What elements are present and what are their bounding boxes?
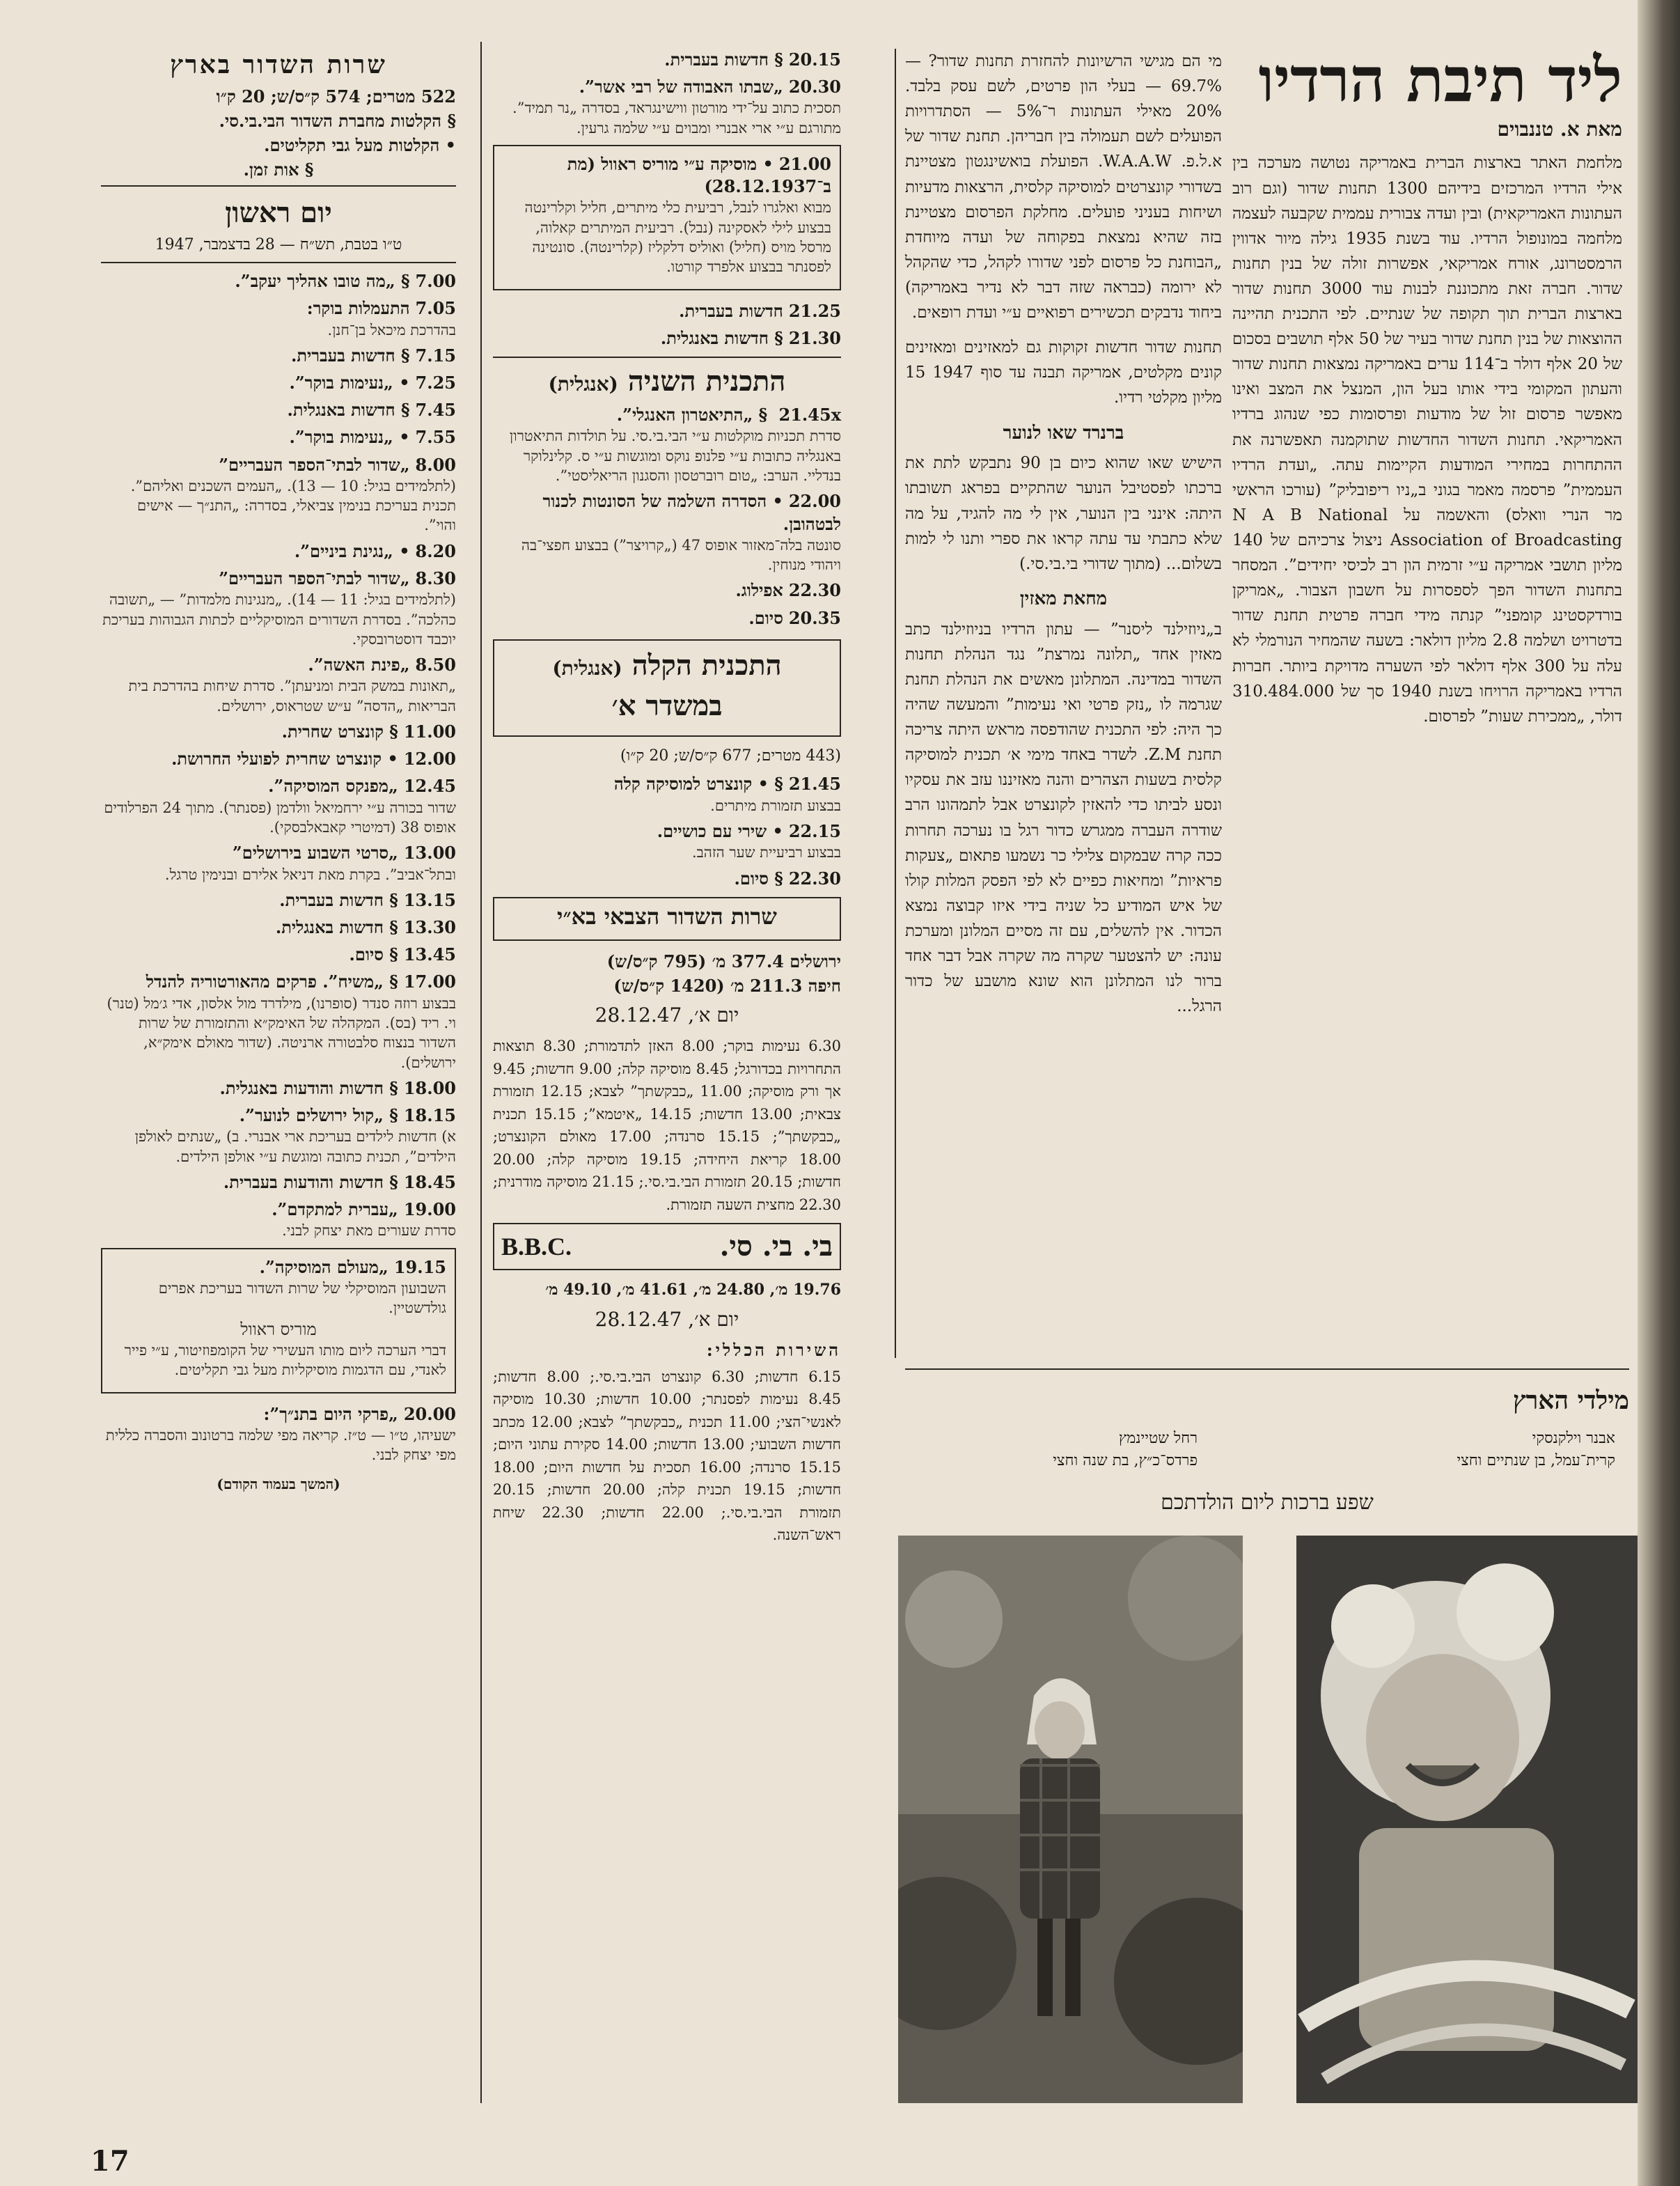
list-item: 13.30§ חדשות באנגלית. <box>275 917 456 938</box>
article-title: ליד תיבת הרדיו <box>1258 43 1622 116</box>
list-item: 8.20• „נגינת ביניים”. <box>294 540 456 561</box>
continue-note: (המשך בעמוד הקודם) <box>217 1475 340 1492</box>
shaw-paragraph: הישיש שאו שהוא כיום בן 90 נתבקש לתת את ברכתו לפסטיבל הנוער שהתקיים בפראג תשובתו היתה: אינני בין הנוער, אין לי מה להגיד, על מה שלא כתבתי עד עתה קראו את ספרי ותנו לי למות בשלום... (מתוך שדורי בי.בי.סי.) <box>905 454 1222 573</box>
page-number: 17 <box>91 2145 129 2178</box>
service-info-4: § אות זמן. <box>243 159 314 180</box>
service-title: שרות השדור בארץ <box>170 50 387 79</box>
list-item: 7.05התעמלות בוקר: בהדרכת מיכאל בן־חנן. <box>306 298 456 338</box>
col1-program-list <box>101 270 456 1241</box>
list-item: 7.15§ חדשות בעברית. <box>290 345 456 366</box>
article-byline: מאת א. טננבוים <box>1497 118 1622 141</box>
bbc-header <box>493 1223 841 1270</box>
schedule-column-2 <box>493 49 841 1554</box>
army-info-1: ירושלים 377.4 מ׳ (795 ק״ס/ש) <box>606 951 841 972</box>
list-item: 22.00• הסדרה השלמה של הסונטות לכנור לבטהובן. סונטה בלה־מאזור אופוס 47 („קרויצר”) בבצוע חפצי־בה ויהודי מנוחין. <box>521 491 841 574</box>
list-item: 7.00§ „מה טובו אהליך יעקב”. <box>235 271 456 292</box>
column-rule-2 <box>480 42 482 2103</box>
list-item: 7.55• „נעימות בוקר”. <box>289 427 456 448</box>
bbc-frequencies: 19.76 מ׳, 24.80 מ׳, 41.61 מ׳, 49.10 מ׳ <box>545 1281 841 1299</box>
subhead-protest: מחאת מאזין <box>1019 588 1108 609</box>
list-item: 21.45x § „התיאטרון האנגלי”. סדרת תכניות מוקלטות ע״י הבי.בי.סי. על תולדות התיאטרון באנגליה כתובות ע״י פלנופ נוקס ומוגשות ע״י ס. קלינלוקר בנדליי. הערב: „טום רוברטסון והסגנון הריאליסטי”. <box>509 405 841 485</box>
kids-section-title: מילדי הארץ <box>1512 1386 1629 1415</box>
day-title: יום ראשון <box>225 196 332 229</box>
birthday-greeting: שפע ברכות ליום הולדתכם <box>1161 1490 1374 1515</box>
bbc-title: בי. בי. סי. <box>719 1230 833 1263</box>
left-child-name: רחל שטיינמץ <box>1118 1430 1198 1447</box>
protest-paragraph: ב„ניוזילנד ליסנר” — עתון הרדיו בניוזילנד כתב מאזין אחד „תלונה נמרצת” נגד הנהלת תחנות השדור במדינה. המתלונן מאשים את הנהלת תחנת שגרמה לו „נזק פרטי ואי נעימות” והמעשה שהיה כך היה: לפי התכנית שהודפסה מראש היתה צריכה תחנת Z.M. לשדר באחד מימי א׳ תכנית למוסיקה קלסית בשעות הצהרים והנה מאזיננו עזב את עסקיו ונסע לביתו כדי להאזין לקונצרט אבל לתמהונו הרב שודרה העברה ממגרש כדור רגל בו נערכה תחרות ככה קרה שבמקום צלילי כר נשמעו פתאום „צעקות פראיות” ומחיאות כפיים לא לפי הפסק המלות קולו של איש המודיע כל שניה בידי איזו קבוצה נמצא הכדור. אין להשלים, עם זה מסיים המלונן ומערכת עונה: יש להצטער שקרה מה שקרה אבל דבר אחד ברור לנו המתלונן הוא שונא מושבע של כדור הרגל... <box>905 620 1222 1016</box>
list-item: 20.30„שבתו האבודה של רבי אשר”. תסכית כתוב על־ידי מורטון ווישינגראד, בסדרה „נר תמיד”. מתורגם ע״י ארי אבנרי ומבוים ע״י שלמה גרעין. <box>512 77 841 136</box>
service-info-1: 522 מטרים; 574 ק״ס/ש; 20 ק״ו <box>216 86 456 107</box>
kids-top-rule <box>905 1368 1629 1370</box>
service-info-3: • הקלטות מעל גבי תקליטים. <box>264 135 456 156</box>
list-item: 21.45§ • קונצרט למוסיקה קלה בבצוע תזמורת מיתרים. <box>613 774 841 814</box>
article-column-continued <box>905 49 1222 1029</box>
right-child-name: אבנר וילקנסקי <box>1532 1430 1615 1447</box>
subhead-shaw: ברנרד שאו לנוער <box>1003 422 1124 444</box>
bbc-title-en: B.B.C. <box>501 1233 572 1261</box>
music-world-box <box>101 1248 456 1393</box>
boy-photo <box>1296 1536 1638 2103</box>
list-item: 11.00§ קונצרט שחרית. <box>281 721 456 742</box>
list-item: 22.30§ סיום. <box>734 868 841 889</box>
list-item: 19.00„עברית למתקדם”. סדרת שעורים מאת יצחק לבני. <box>272 1199 456 1240</box>
list-item: 20.35סיום. <box>748 607 841 628</box>
left-child-info: פרדס־כ״ץ, בת שנה וחצי <box>1053 1451 1198 1469</box>
list-item: 12.00• קונצרט שחרית לפועלי החרושת. <box>171 749 456 770</box>
light-program-title-2: במשדר א׳ <box>611 689 723 722</box>
list-item: 21.30§ חדשות באנגלית. <box>660 328 841 348</box>
day-date: ט״ו בטבת, תש״ח — 28 בדצמבר, 1947 <box>155 235 402 253</box>
list-item: 8.50„פינת האשה”. „תאונות במשק הבית ומניעתן”. סדרת שיחות בהדרכת בית הבריאות „הדסה” ע״ש שטראוס, ירושלים. <box>128 655 456 715</box>
bbc-schedule: 6.15 חדשות; 6.30 קונצרט הבי.בי.סי.; 8.00 חדשות; 8.45 נעימות לפסנתר; 10.00 חדשות; 10.30 מוסיקה לאנשי־הצי; 11.00 תכנית „כבקשתך” לצבא; 12.00 מכתב חדשות השבועי; 13.00 חדשות; 14.00 סקירת עתוני היום; 15.15 סרנדה; 16.00 תסכית על חדשות היום; 18.00 חדשות; 19.15 תכנית קלה; 20.00 חדשות; 20.15 תזמורת הבי.בי.סי.; 22.00 חדשות; 22.30 שיחת ראש־השנה. <box>493 1368 841 1544</box>
army-service-title: שרות השדור הצבאי בא״י <box>557 903 777 930</box>
army-info-2: חיפה 211.3 מ׳ (1420 ק״ס/ש) <box>613 976 841 997</box>
girl-photo <box>898 1536 1243 2103</box>
right-child-caption <box>1323 1428 1615 1472</box>
list-item: 12.45„מפנקס המוסיקה”. שדור בכורה ע״י ירחמיאל וולדמן (פסנתר). מתוך 24 הפרלודים אופוס 38 (דמיטרי קאבאלבסקי). <box>104 776 456 836</box>
list-item: 20.15§ חדשות בעברית. <box>664 49 841 70</box>
light-program-tag: (אנגלית) <box>552 656 622 680</box>
column-rule-3 <box>895 49 896 1358</box>
light-program <box>493 639 841 737</box>
army-date: יום א׳, 28.12.47 <box>595 1003 739 1026</box>
list-item: 22.15• שירי עם כושיים. בבצוע רביעיית שער הזהב. <box>657 820 841 861</box>
list-item: 22.30אפילוג. <box>735 580 841 601</box>
list-item: 20.00„פרקי היום בתנ״ך”: ישעיהו, ט״ו — ט״ז. קריאה מפי שלמה ברטונוב והסברה כללית מפי יצחק לבני. <box>105 1403 456 1464</box>
list-item: 21.00• מוסיקה ע״י מוריס ראוול (מת ב־28.12.1937) מבוא ואלגרו לנבל, רביעית כלי מיתרים, חליל וקלרינטה בבצוע לילי לאסקינה (נבל). רביעית המיתרים קאלוה, מרסל מויס (חליל) ואוליס דלקליז (קלרינטה). סונטינה לפסנתר בבצוע אלפרד קורטו. <box>524 154 831 276</box>
service-info-2: § הקלטות מחברת השדור הבי.בי.סי. <box>219 110 456 131</box>
army-schedule: 6.30 נעימות בוקר; 8.00 האזן לתדמורת; 8.30 תוצאות התחרויות בכדורגל; 8.45 מוסיקה קלה; 9.00 חדשות; 9.45 אך ורק מוסיקה; 11.00 „כבקשתך” לצבא; 12.15 תזמורת צבאית; 13.00 חדשות; 14.15 „איטמא”; 15.15 תכנית „כבקשתך”; 15.15 סרנדה; 17.00 מאולם הקונצרט; 18.00 קריאת היחידה; 19.15 מוסיקה קלה; 20.00 חדשות; 20.15 תזמורת הבי.בי.סי.; 21.15 מוסיקה מודרנית; 22.30 מחצית השעה תזמורת. <box>493 1038 842 1213</box>
bbc-date: יום א׳, 28.12.47 <box>595 1308 739 1332</box>
light-program-info: (443 מטרים; 677 ק״ס/ש; 20 ק״ו) <box>620 747 841 765</box>
article-paragraph-3: תחנות שדור חדשות זקוקות גם למאזינים ומאזינים קונים מקלטים, אמריקה תבנה עד סוף 1947 15 מליון מקלטי רדיו. <box>905 338 1222 407</box>
list-item: 18.45§ חדשות והודעות בעברית. <box>223 1172 456 1193</box>
list-item: 19.15„מעולם המוסיקה”. השבועון המוסיקלי של שרות השדור בעריכת אפרים גולדשטיין. מוריס ראוול דברי הערכה ליום מותו העשירי של הקומפוזיטור, ע״י פייר לאנדי, עם הדגמות מוסיקליות מעל גבי תקליטים. <box>124 1256 446 1379</box>
article-paragraph-2: מי הם מגישי הרשיונות להחזרת תחנות שדור? — 69.7% — בעלי הון פרטים, לשם עסק בלבד. 20% מאילי העתונות ר־5% — הסתדרויות הפועלים לשם תעמולה בין חבריהן. תחנת שדור של א.ל.פ. W.A.A.W. הפועלת בואשינגטון מצטיינת בשדורי קונצרטים למוסיקה קלסית, הרצאות מדעיות ושיחות בעניני פועלים. מחלקת הפרסום מצטיינת בזה שהיא נמצאת בפקוחה של ועדה מיוחדת „הבוחנת כל פרסום לפני שדורו לקהל, כדי שהקהל לא ירומה (כבראה שזה דבר לא נדיר באמריקה) ביחוד נדבקים תכשירים רפואיים ע״י ועדת רופאים. <box>905 52 1222 322</box>
army-service <box>493 897 841 942</box>
list-item: 7.25• „נעימות בוקר”. <box>289 373 456 393</box>
list-item: 7.45§ חדשות באנגלית. <box>287 400 456 421</box>
second-program-title: התכנית השניה <box>627 365 786 398</box>
schedule-column-1 <box>101 49 456 1493</box>
right-child-info: קרית־עמל, בן שנתיים וחצי <box>1457 1451 1615 1469</box>
list-item: 8.00„שדור לבתי־הספר העבריים” (לתלמידים בגיל: 10 — 13). „העמים השכנים ואליהם”. תכנית בעריכת בנימין צביאלי, בסדרה: „התנ״ך — אישים והוי”. <box>130 454 456 534</box>
second-program <box>493 357 841 630</box>
left-child-caption <box>905 1428 1198 1472</box>
article-paragraph-1: מלחמת האתר בארצות הברית באמריקה נטושה מערכה בין אילי הרדיו המרכזים בידיהם 1300 תחנות שדור (וגם רוב העתונות האמריקאית) ובין ועדה צבורית עממית שקבעה לעצמה מלחמה במונופול הרדיו. עוד בשנת 1935 גילה מיור אדווין הרמסטרונג, אורח אמריקאי, אפשרות זולה של בנין תחנות שדור. חברה זאת מתכוננת לבנות עוד 3000 תחנות שדור בארצות הברית תוך תקופה של שנתיים. לפי התכנית תהיינה ההוצאות של בנין תחנת שדור בעיר של 50 אלף תושבים בסכום של 20 אלף דולר ב־114 ערים באמריקה נמצאות תחנות שדור והעתון המקומי בידי אותו בעל הון, המנצל את המצב ואינו מאפשר פרסום זול של מודעות ופרסומות כפי שנהוג ברדיו האמריקאי. תחנות השדור החדשות שתוקמנה תאפשרנה את ההתחרות במחירי המודעות הקיימות עתה. „ועדת הרדיו העממית” פרסמה מאמר בגוני ב„ניו ריפובליק” (עורכו הראשי מר הנרי וואלס) והאשמה על N A B National Association of Broadcasting ניצול צרכיהם של 140 מליון תושבי אמריקה ע״י זרמית הון רב לכיסי יחידים”. המסחר בתחנות השדור הפך לספסרות על חשבון הצבור. „אמריקן בורדקסטינג קומפני” קנתה מידי חברה פרטית תחנת שדור בדטרויט ושלמה 2.8 מליון דולאר: בשעה שהמחיר הנורמלי לא עלה על 300 אלף דולאר לפי השערה מדויקת ביותר. חברות הרדיו באמריקה הרויחו בשנת 1940 סך של 310.484.000 דולר, „ממכירת שעות” לפרסום. <box>1232 154 1622 726</box>
light-program-title: התכנית הקלה <box>631 648 782 682</box>
article-column <box>1232 43 1622 739</box>
bbc-service: השירות הכללי: <box>706 1340 841 1361</box>
list-item: 21.25חדשות בעברית. <box>679 300 841 321</box>
list-item: 17.00§ „משיח”. פרקים מהאורטוריה להנדל בבצוע רוזה סנדר (סופרנו), מילדרד מול אלסון, אדי ג׳מל (טנר) וי. ריד (בס). המקהלה של האימק״א והתזמורת של שרות השדור בנצוח סלבטורה ארניטה. (שדור מאולם אימק״א, ירושלים). <box>107 971 456 1071</box>
page-edge <box>1638 0 1680 2186</box>
list-item: 13.15§ חדשות בעברית. <box>279 889 456 910</box>
list-item: 13.00„סרטי השבוע בירושלים” ובתל־אביב”. בקרת מאת דניאל אלירם ובנימין טרגל. <box>164 843 456 883</box>
list-item: 18.15§ „קול ירושלים לנוער”. א) חדשות לילדים בעריכת ארי אבנרי. ב) „שנתים לאולפן הילדים”, תכנית כתובה ומוגשת ע״י אולפן הילדים. <box>134 1105 456 1165</box>
second-program-tag: (אנגלית) <box>548 373 618 396</box>
ravel-box <box>493 145 841 290</box>
list-item: 8.30„שדור לבתי־הספר העבריים” (לתלמידים בגיל: 11 — 14). „מנגינות מלמדות” — „תשובה כהלכה”. בסדרת השדורים המוסיקליים לכתות הגבוהות בעריכת יוכבד דוסטרובסקי. <box>102 568 456 648</box>
list-item: 13.45§ סיום. <box>349 944 456 965</box>
list-item: 18.00§ חדשות והודעות באנגלית. <box>219 1078 456 1099</box>
